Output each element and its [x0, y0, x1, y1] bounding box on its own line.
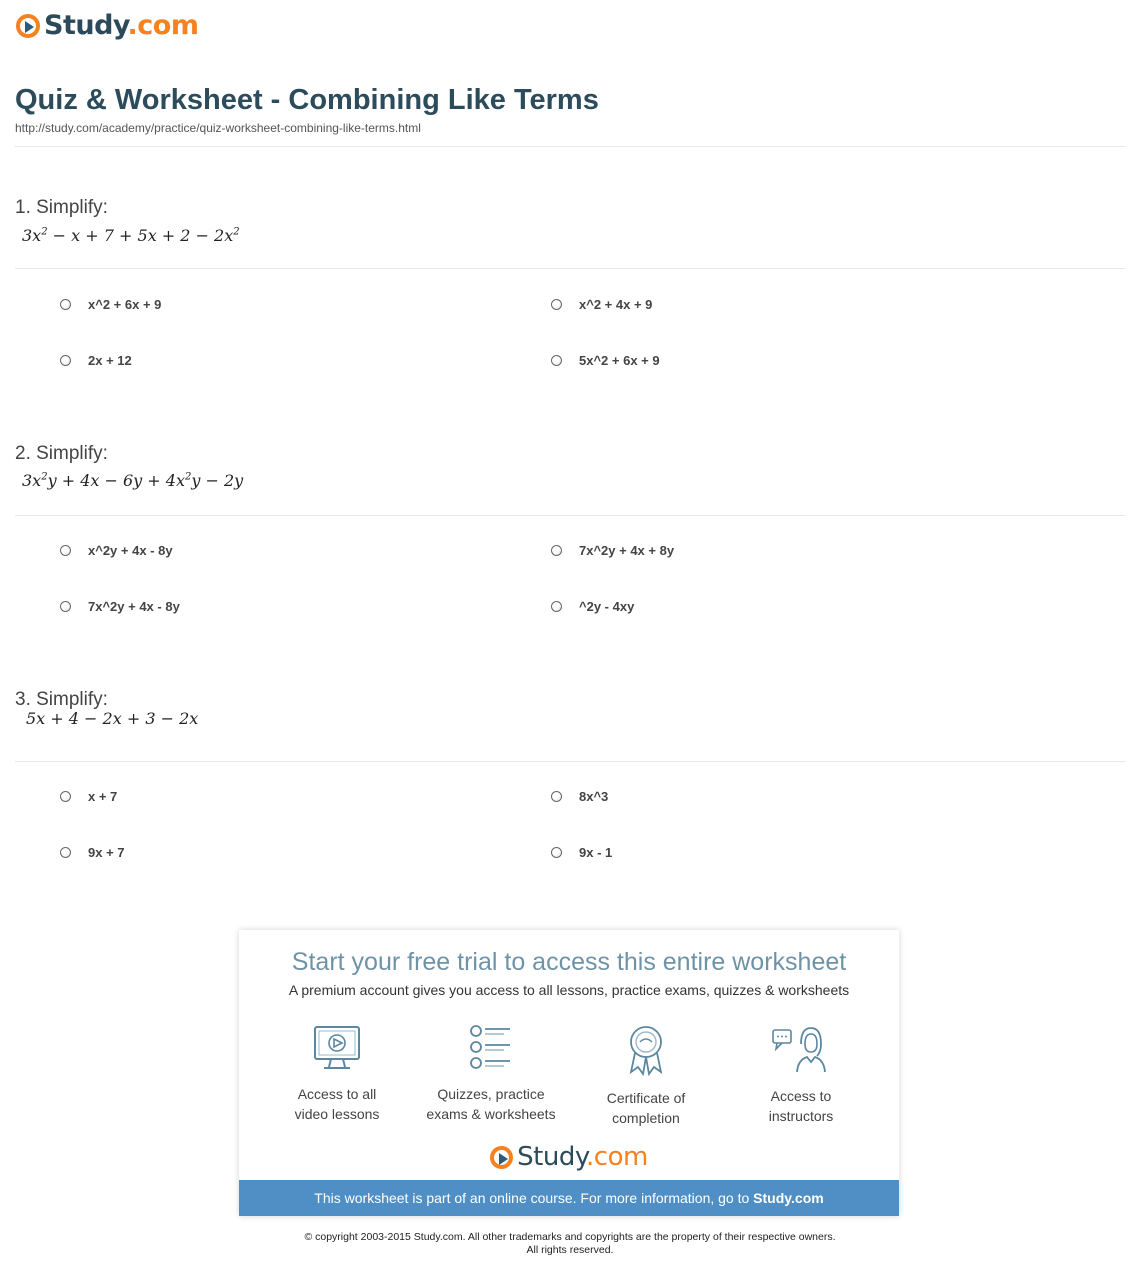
checklist-icon: [466, 1024, 516, 1072]
divider: [15, 515, 1125, 516]
radio-icon[interactable]: [60, 791, 71, 802]
free-trial-promo: [239, 930, 899, 1216]
question-3-option-a[interactable]: x + 7: [60, 789, 117, 804]
question-2-option-a[interactable]: x^2y + 4x - 8y: [60, 543, 173, 558]
question-1-title: 1. Simplify:: [15, 197, 108, 218]
radio-icon[interactable]: [60, 545, 71, 556]
radio-icon[interactable]: [60, 601, 71, 612]
feature-instructors: [721, 1024, 881, 1126]
question-2-title: 2. Simplify:: [15, 443, 108, 464]
question-2-option-b[interactable]: 7x^2y + 4x + 8y: [551, 543, 674, 558]
radio-icon[interactable]: [551, 847, 562, 858]
page-title: Quiz & Worksheet - Combining Like Terms: [15, 84, 599, 116]
promo-headline[interactable]: Start your free trial to access this entire worksheet: [291, 948, 847, 976]
feature-label: Quizzes, practice exams & worksheets: [426, 1086, 556, 1122]
question-1-option-b[interactable]: x^2 + 4x + 9: [551, 297, 652, 312]
promo-subline: A premium account gives you access to all lessons, practice exams, quizzes & worksheets: [288, 982, 850, 998]
radio-icon[interactable]: [60, 299, 71, 310]
study-play-icon: [490, 1146, 513, 1169]
radio-icon[interactable]: [60, 847, 71, 858]
question-3-expression: 5x + 4 − 2x + 3 − 2x: [26, 709, 199, 728]
question-2-option-c[interactable]: 7x^2y + 4x - 8y: [60, 599, 180, 614]
divider: [15, 146, 1125, 147]
question-1-option-c[interactable]: 2x + 12: [60, 353, 132, 368]
study-play-icon: [16, 14, 40, 38]
instructor-chat-icon: [771, 1024, 831, 1074]
radio-icon[interactable]: [551, 545, 562, 556]
promo-info-bar: This worksheet is part of an online course. For more information, go to Study.com: [239, 1180, 899, 1216]
award-ribbon-icon: [621, 1024, 671, 1076]
question-3-option-b[interactable]: 8x^3: [551, 789, 608, 804]
question-1-option-a[interactable]: x^2 + 6x + 9: [60, 297, 161, 312]
logo-text: Study.com: [44, 10, 199, 41]
feature-label: Access to all video lessons: [294, 1086, 380, 1122]
question-3-title: 3. Simplify:: [15, 689, 108, 710]
feature-label: Access to instructors: [768, 1088, 834, 1124]
feature-video-lessons: [257, 1024, 417, 1124]
radio-icon[interactable]: [551, 601, 562, 612]
monitor-play-icon: [312, 1024, 362, 1072]
feature-certificate: [566, 1024, 726, 1128]
study-logo[interactable]: [16, 10, 198, 41]
study-link[interactable]: Study.com: [753, 1190, 824, 1206]
feature-quizzes: [411, 1024, 571, 1124]
divider: [15, 268, 1125, 269]
question-3-option-d[interactable]: 9x - 1: [551, 845, 612, 860]
radio-icon[interactable]: [60, 355, 71, 366]
logo-text: Study.com: [517, 1142, 648, 1172]
question-2-expression: $3x^2y + 4x - 6y + 4x^2y - 2y$: [22, 471, 244, 490]
copyright-footer: © copyright 2003-2015 Study.com. All other trademarks and copyrights are the property of their respective owners. All rights reserved.: [304, 1231, 836, 1256]
question-1-expression: $3x^2 - x + 7 + 5x + 2 - 2x^2$: [22, 226, 240, 245]
question-3-option-c[interactable]: 9x + 7: [60, 845, 125, 860]
radio-icon[interactable]: [551, 355, 562, 366]
feature-label: Certificate of completion: [606, 1090, 686, 1126]
radio-icon[interactable]: [551, 299, 562, 310]
promo-study-logo[interactable]: [239, 1142, 899, 1172]
divider: [15, 761, 1125, 762]
page-url: http://study.com/academy/practice/quiz-worksheet-combining-like-terms.html: [15, 121, 421, 135]
question-1-option-d[interactable]: 5x^2 + 6x + 9: [551, 353, 660, 368]
question-2-option-d[interactable]: ^2y - 4xy: [551, 599, 634, 614]
radio-icon[interactable]: [551, 791, 562, 802]
